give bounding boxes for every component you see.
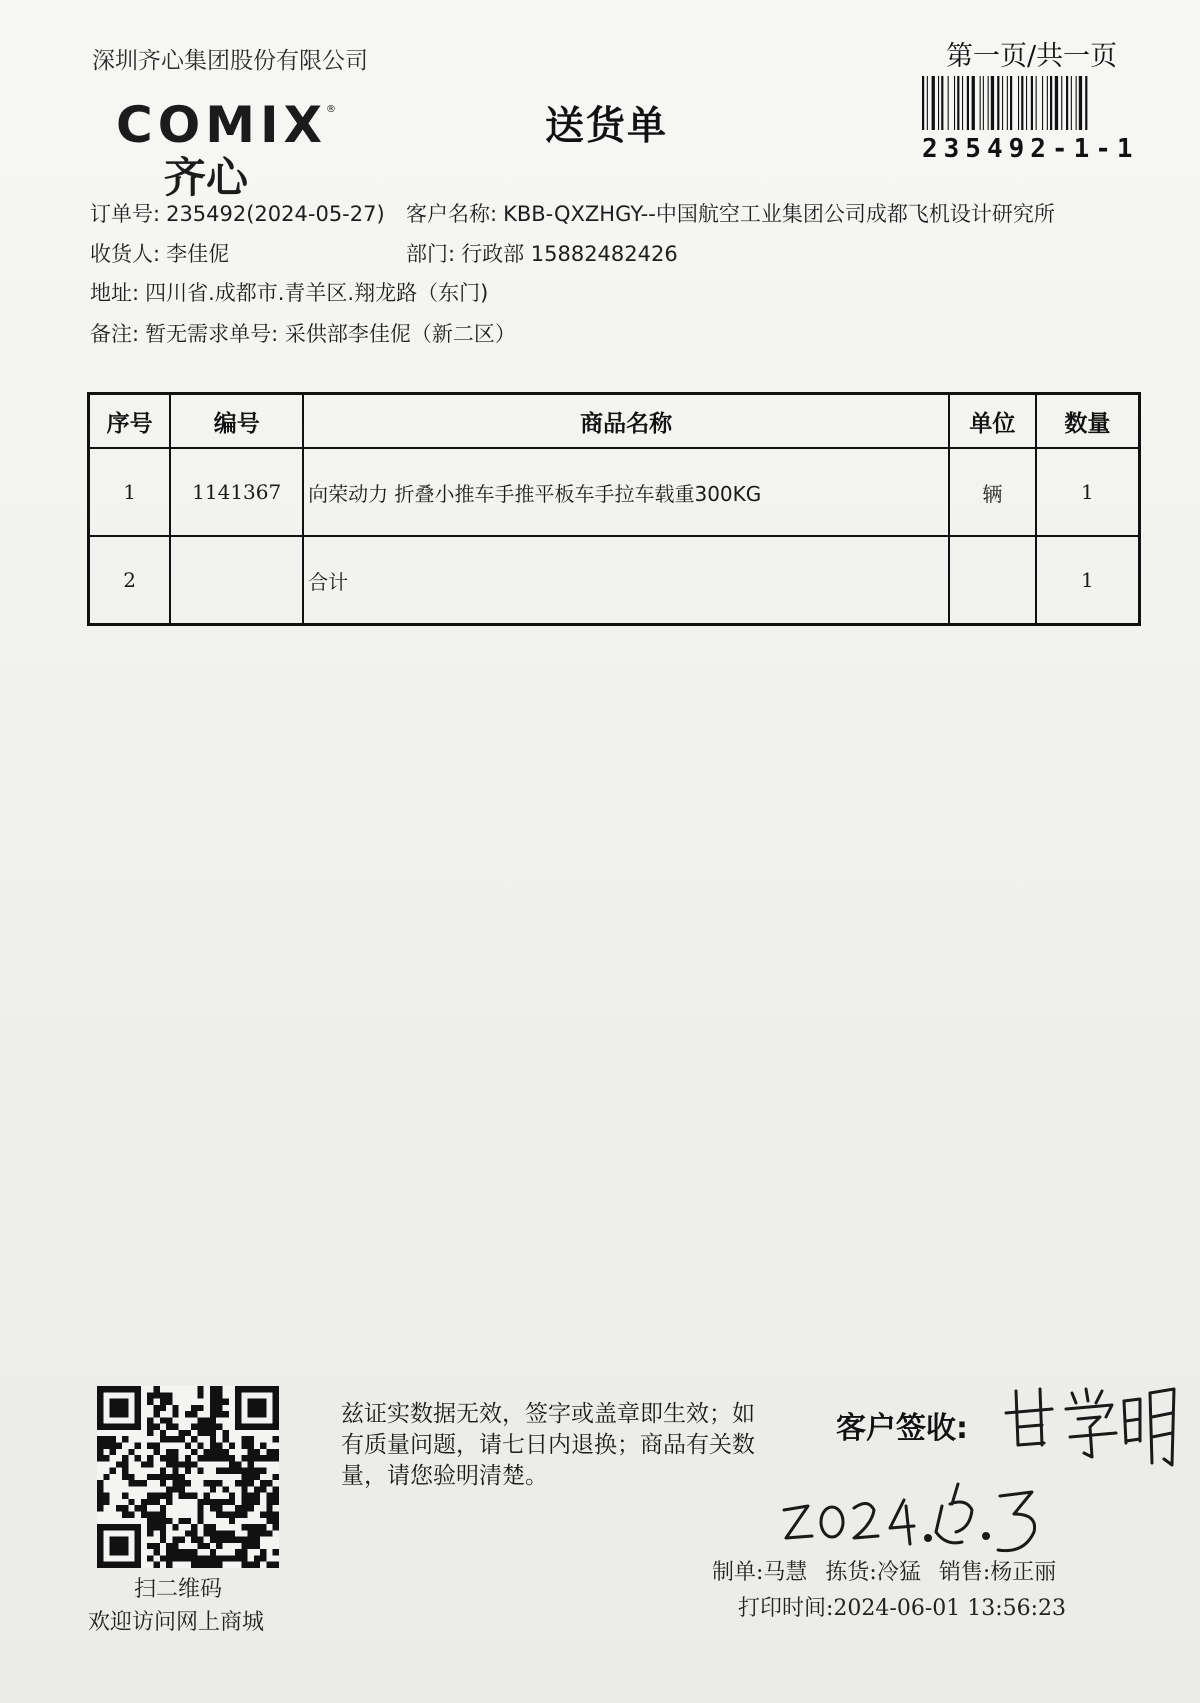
comix-logo	[114, 98, 354, 198]
remark-label: 备注:	[90, 322, 140, 346]
department-line	[406, 238, 678, 268]
header-unit: 单位	[949, 394, 1036, 449]
order-number-label: 订单号:	[90, 202, 161, 226]
signature-handwritten-date	[776, 1470, 1066, 1560]
qr-code	[97, 1386, 279, 1568]
table-row-total	[89, 536, 1140, 625]
customer-value: KBB-QXZHGY--中国航空工业集团公司成都飞机设计研究所	[503, 202, 1055, 226]
address-value: 四川省.成都市.青羊区.翔龙路（东门)	[145, 281, 489, 305]
receiver-value: 李佳伲	[166, 242, 230, 266]
header-quantity: 数量	[1036, 394, 1140, 449]
page-indicator: 第一页/共一页	[946, 41, 1118, 72]
cell-code: 1141367	[170, 448, 303, 536]
barcode-number: 235492-1-1	[922, 134, 1139, 164]
signature-label: 客户签收:	[836, 1411, 968, 1446]
customer-label: 客户名称:	[406, 202, 498, 226]
receiver-label: 收货人:	[90, 242, 161, 266]
qr-caption-welcome: 欢迎访问网上商城	[88, 1610, 265, 1635]
maker-text: 制单:马慧	[712, 1560, 808, 1585]
cell-unit: 辆	[949, 448, 1036, 536]
svg-text:COMIX: COMIX	[116, 98, 328, 154]
remark-line	[90, 318, 516, 348]
svg-text:齐心: 齐心	[164, 153, 249, 198]
cell-total-label: 合计	[303, 536, 949, 625]
cell-unit	[949, 536, 1036, 625]
cell-seq: 1	[89, 448, 171, 536]
qr-caption-scan: 扫二维码	[134, 1577, 223, 1602]
company-name: 深圳齐心集团股份有限公司	[92, 48, 368, 74]
department-label: 部门:	[406, 242, 456, 266]
cell-quantity: 1	[1036, 448, 1140, 536]
cell-code	[170, 536, 303, 625]
document-title: 送货单	[545, 104, 669, 149]
header-product-name: 商品名称	[303, 394, 949, 449]
cell-total-quantity: 1	[1036, 536, 1140, 625]
notice-text: 兹证实数据无效，签字或盖章即生效；如有质量问题，请七日内退换；商品有关数量，请您验明清楚。	[341, 1401, 755, 1489]
svg-text:®: ®	[326, 104, 336, 115]
header-seq: 序号	[89, 394, 171, 449]
table-header-row	[89, 394, 1140, 449]
header-code: 编号	[170, 394, 303, 449]
address-line	[90, 277, 488, 307]
picker-text: 拣货:冷猛	[825, 1560, 921, 1585]
cell-product-name: 向荣动力 折叠小推车手推平板车手拉车载重300KG	[303, 448, 949, 536]
staff-line	[712, 1555, 1074, 1586]
table-row	[89, 448, 1140, 536]
order-number-value: 235492(2024-05-27)	[166, 202, 385, 226]
print-time: 打印时间:2024-06-01 13:56:23	[738, 1596, 1067, 1621]
barcode	[922, 76, 1137, 130]
sales-text: 销售:杨正丽	[938, 1560, 1057, 1585]
remark-value: 暂无需求单号: 采供部李佳伲（新二区）	[145, 322, 516, 346]
cell-seq: 2	[89, 536, 171, 625]
department-value: 行政部 15882482426	[461, 242, 678, 266]
address-label: 地址:	[90, 281, 140, 305]
customer-line	[406, 198, 1055, 228]
receiver-line	[90, 238, 229, 268]
items-table	[87, 392, 1141, 626]
order-number-line	[90, 198, 385, 228]
signature-handwritten-name	[1000, 1383, 1180, 1473]
